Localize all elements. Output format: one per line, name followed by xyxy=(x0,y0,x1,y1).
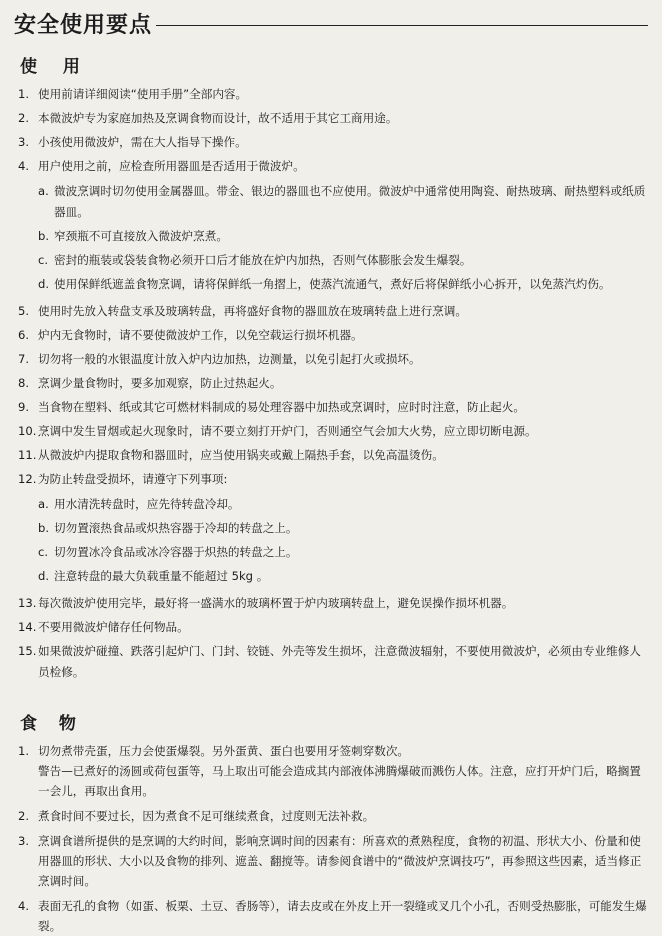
sub-item-text: 切勿置冰冷食品或冰冷容器于炽热的转盘之上。 xyxy=(54,545,298,559)
item-text: 当食物在塑料、纸或其它可燃材料制成的易处理容器中加热或烹调时，应时时注意，防止起火。 xyxy=(38,400,525,414)
item-number: 10. xyxy=(18,424,37,438)
item-body xyxy=(38,617,648,638)
list-item xyxy=(18,617,648,638)
sub-item-text: 使用保鲜纸遮盖食物烹调，请将保鲜纸一角摺上，使蒸汽流通气，煮好后将保鲜纸小心拆开，以免蒸汽灼伤。 xyxy=(54,277,611,291)
item-text: 使用时先放入转盘支承及玻璃转盘，再将盛好食物的器皿放在玻璃转盘上进行烹调。 xyxy=(38,304,467,318)
food-list xyxy=(18,741,648,936)
item-text: 如果微波炉碰撞、跌落引起炉门、门封、铰链、外壳等发生损坏，注意微波辐射，不要使用微波炉，必须由专业维修人员检修。 xyxy=(38,644,641,679)
item-number: 12. xyxy=(18,472,37,486)
list-item xyxy=(18,641,648,683)
item-body xyxy=(38,325,648,346)
item-text: 烹调食谱所提供的是烹调的大约时间，影响烹调时间的因素有：所喜欢的煮熟程度，食物的初温、形状大小、份量和使用器皿的形状、大小以及食物的排列、遮盖、翻搅等。请参阅食谱中的“微波炉烹调技巧”，再参照这些因素，适当修正烹调时间。 xyxy=(38,834,642,888)
item-body xyxy=(38,421,648,442)
item-number: 15. xyxy=(18,644,37,658)
sub-item-letter: b. xyxy=(38,229,50,243)
item-number: 8. xyxy=(18,376,30,390)
sub-item xyxy=(38,226,648,247)
item-warning-text: 警告—已煮好的汤圆或荷包蛋等，马上取出可能会造成其内部液体沸腾爆破而溅伤人体。注意，应打开炉门后，略搁置一会儿，再取出食用。 xyxy=(38,764,641,798)
title-row xyxy=(14,6,648,40)
item-body xyxy=(38,373,648,394)
list-item xyxy=(18,896,648,936)
sub-item xyxy=(38,274,648,295)
sub-item-text: 窄颈瓶不可直接放入微波炉烹煮。 xyxy=(54,229,228,243)
item-number: 11. xyxy=(18,448,37,462)
item-number: 1. xyxy=(18,744,30,758)
sub-item-text: 切勿置滚热食品或炽热容器于冷却的转盘之上。 xyxy=(54,521,298,535)
sub-item-letter: b. xyxy=(38,521,50,535)
list-item xyxy=(18,325,648,346)
list-item xyxy=(18,132,648,153)
list-item xyxy=(18,397,648,418)
sub-item xyxy=(38,518,648,539)
item-text: 每次微波炉使用完毕，最好将一盛满水的玻璃杯置于炉内玻璃转盘上，避免误操作损坏机器。 xyxy=(38,596,514,610)
sub-item-letter: a. xyxy=(38,184,49,198)
item-text: 小孩使用微波炉，需在大人指导下操作。 xyxy=(38,135,247,149)
item-body xyxy=(38,349,648,370)
sub-item xyxy=(38,542,648,563)
title-rule xyxy=(156,25,648,26)
item-number: 6. xyxy=(18,328,30,342)
item-number: 14. xyxy=(18,620,37,634)
item-number: 5. xyxy=(18,304,30,318)
sub-list xyxy=(38,181,648,295)
sub-item-letter: d. xyxy=(38,277,50,291)
usage-list xyxy=(18,84,648,683)
sub-item-letter: a. xyxy=(38,497,49,511)
item-body xyxy=(38,896,648,936)
list-item xyxy=(18,108,648,129)
list-item xyxy=(18,806,648,826)
list-item xyxy=(18,741,648,801)
sub-item-letter: c. xyxy=(38,545,49,559)
item-number: 2. xyxy=(18,809,30,823)
item-text: 切勿将一般的水银温度计放入炉内边加热，边测量，以免引起打火或损坏。 xyxy=(38,352,421,366)
item-number: 1. xyxy=(18,87,30,101)
list-item xyxy=(18,84,648,105)
page-title: 安全使用要点 xyxy=(14,12,153,38)
item-body xyxy=(38,132,648,153)
item-text: 为防止转盘受损坏，请遵守下列事项: xyxy=(38,472,228,486)
item-body xyxy=(38,445,648,466)
item-text: 本微波炉专为家庭加热及烹调食物而设计，故不适用于其它工商用途。 xyxy=(38,111,398,125)
sub-item xyxy=(38,181,648,223)
list-item xyxy=(18,831,648,891)
sub-list xyxy=(38,494,648,587)
item-text: 表面无孔的食物（如蛋、板栗、土豆、香肠等），请去皮或在外皮上开一裂缝或叉几个小孔，否则受热膨胀，可能发生爆裂。 xyxy=(38,899,647,933)
list-item xyxy=(18,445,648,466)
item-body xyxy=(38,831,648,891)
item-body xyxy=(38,593,648,614)
item-text: 不要用微波炉储存任何物品。 xyxy=(38,620,189,634)
item-text: 烹调中发生冒烟或起火现象时，请不要立刻打开炉门，否则通空气会加大火势，应立即切断电源。 xyxy=(38,424,537,438)
sub-item xyxy=(38,494,648,515)
item-body xyxy=(38,84,648,105)
item-number: 13. xyxy=(18,596,37,610)
item-number: 3. xyxy=(18,834,30,848)
list-item xyxy=(18,349,648,370)
item-text: 使用前请详细阅读“使用手册”全部内容。 xyxy=(38,87,248,101)
sub-item-text: 用水清洗转盘时，应先待转盘冷却。 xyxy=(54,497,240,511)
list-item xyxy=(18,156,648,298)
item-text: 用户使用之前，应检查所用器皿是否适用于微波炉。 xyxy=(38,159,305,173)
item-text: 炉内无食物时，请不要使微波炉工作，以免空载运行损坏机器。 xyxy=(38,328,363,342)
item-body xyxy=(38,156,648,298)
list-item xyxy=(18,593,648,614)
item-number: 9. xyxy=(18,400,30,414)
section-heading-usage: 使 用 xyxy=(20,57,90,77)
item-body xyxy=(38,108,648,129)
item-body xyxy=(38,301,648,322)
sub-item xyxy=(38,250,648,271)
sub-item-letter: c. xyxy=(38,253,49,267)
list-item xyxy=(18,373,648,394)
list-item xyxy=(18,421,648,442)
item-text: 切勿煮带壳蛋，压力会使蛋爆裂。另外蛋黄、蛋白也要用牙签刺穿数次。 xyxy=(38,744,410,758)
item-number: 4. xyxy=(18,159,30,173)
item-number: 4. xyxy=(18,899,30,913)
item-text: 煮食时间不要过长，因为煮食不足可继续煮食，过度则无法补救。 xyxy=(38,809,375,823)
item-number: 2. xyxy=(18,111,30,125)
item-body xyxy=(38,469,648,590)
item-body xyxy=(38,641,648,683)
item-body xyxy=(38,806,648,826)
section-heading-food: 食 物 xyxy=(20,714,84,734)
item-text: 烹调少量食物时，要多加观察，防止过热起火。 xyxy=(38,376,282,390)
item-number: 7. xyxy=(18,352,30,366)
item-body xyxy=(38,741,648,801)
sub-item-text: 注意转盘的最大负载重量不能超过 5kg 。 xyxy=(54,569,269,583)
sub-item xyxy=(38,566,648,587)
list-item xyxy=(18,301,648,322)
list-item xyxy=(18,469,648,590)
sub-item-letter: d. xyxy=(38,569,50,583)
sub-item-text: 密封的瓶装或袋装食物必须开口后才能放在炉内加热，否则气体膨胀会发生爆裂。 xyxy=(54,253,472,267)
item-body xyxy=(38,397,648,418)
sub-item-text: 微波烹调时切勿使用金属器皿。带金、银边的器皿也不应使用。微波炉中通常使用陶瓷、耐热玻璃、耐热塑料或纸质器皿。 xyxy=(54,184,646,219)
item-text: 从微波炉内提取食物和器皿时，应当使用锅夹或戴上隔热手套，以免高温烫伤。 xyxy=(38,448,444,462)
item-number: 3. xyxy=(18,135,30,149)
